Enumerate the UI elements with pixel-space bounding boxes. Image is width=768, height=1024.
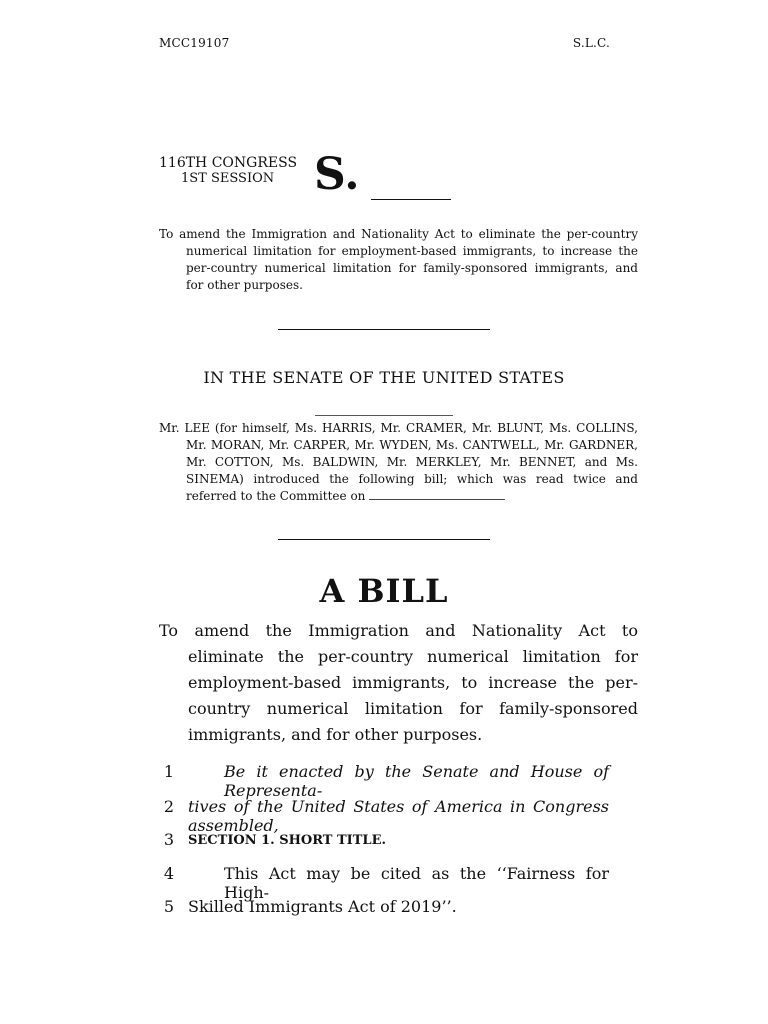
sponsors-paragraph [159, 420, 638, 505]
line-number: 5 [163, 897, 174, 916]
committee-blank [369, 489, 505, 500]
bill-prefix: S. [314, 149, 360, 200]
enacting-clause-line: Be it enacted by the Senate and House of Representa- [224, 762, 609, 800]
congress-session-block [159, 155, 297, 187]
short-title-line: This Act may be cited as the ‘‘Fairness for High- [224, 864, 609, 902]
doc-code: S.L.C. [572, 36, 610, 50]
short-title-line: Skilled Immigrants Act of 2019’’. [188, 897, 457, 916]
bill-heading: A BILL [319, 572, 449, 610]
purpose-summary: To amend the Immigration and Nationality Act to eliminate the per-country numerical limitation for employment-based immigrants, to increase the per-country numerical limitation for family-sponsored immigrants, and for other purposes. [159, 227, 638, 292]
doc-id: MCC19107 [159, 36, 230, 50]
bill-number-blank [371, 199, 451, 200]
line-number: 4 [163, 864, 174, 883]
session-line: 1ST SESSION [181, 171, 275, 186]
purpose-full: To amend the Immigration and Nationality Act to eliminate the per-country numerical limitation for employment-based immigrants, to increase the per-country numerical limitation for family-sponsored immigrants, and for other purposes. [159, 621, 638, 744]
congress-line: 116TH CONGRESS [159, 155, 298, 171]
enacting-clause-line: tives of the United States of America in Congress assembled, [188, 797, 609, 835]
divider-rule [278, 539, 490, 540]
thin-divider [315, 415, 453, 416]
sponsors-text: Mr. LEE (for himself, Ms. HARRIS, Mr. CRAMER, Mr. BLUNT, Ms. COLLINS, Mr. MORAN, Mr. CARPER, Mr. WYDEN, Ms. CANTWELL, Mr. GARDNER, Mr. COTTON, Ms. BALDWIN, Mr. MERKLEY, Mr. BENNET, and Ms. SINEMA) introduced the following bill; which was read twice and referred to the Committee on [159, 421, 638, 503]
divider-rule [278, 329, 490, 330]
chamber-title: IN THE SENATE OF THE UNITED STATES [203, 368, 565, 387]
line-number: 2 [163, 797, 174, 816]
line-number: 3 [163, 830, 174, 849]
line-number: 1 [163, 762, 174, 781]
section-heading: SECTION 1. SHORT TITLE. [188, 833, 387, 848]
